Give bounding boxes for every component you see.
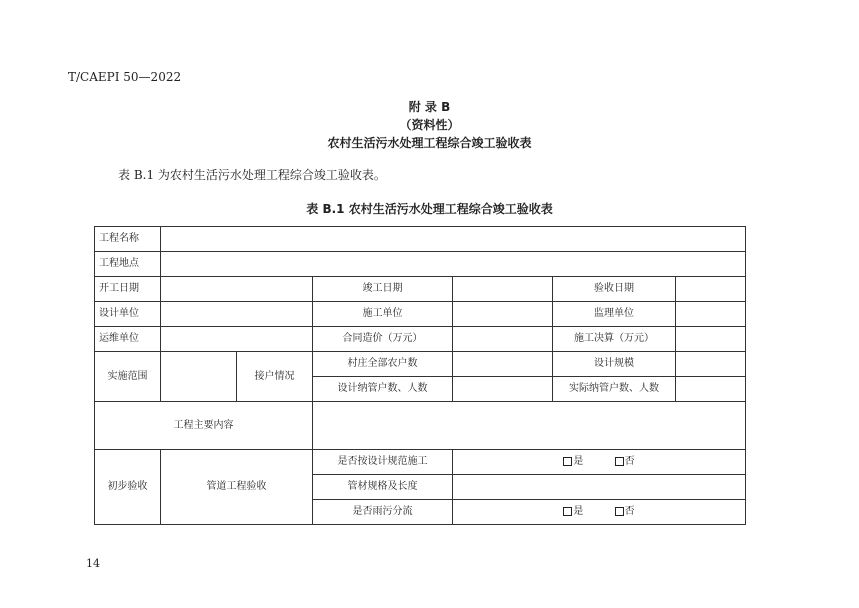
yes-option[interactable]: [563, 507, 583, 517]
main-content-value[interactable]: [313, 402, 746, 450]
checkbox-icon[interactable]: [563, 507, 572, 516]
intro-text: 表 B.1 为农村生活污水处理工程综合竣工验收表。: [118, 168, 386, 182]
table-row: [95, 227, 746, 252]
implementation-scope-label: 实施范围: [95, 352, 161, 402]
yes-label: 是: [573, 456, 584, 467]
completion-date-value[interactable]: [453, 277, 553, 302]
per-design-spec-label: 是否按设计规范施工: [313, 450, 453, 475]
preliminary-acceptance-label: 初步验收: [95, 450, 161, 525]
household-connection-label: 接户情况: [237, 352, 313, 402]
contract-cost-label: 合同造价（万元）: [313, 327, 453, 352]
supervision-unit-value[interactable]: [676, 302, 746, 327]
design-unit-value[interactable]: [161, 302, 313, 327]
supervision-unit-label: 监理单位: [553, 302, 676, 327]
table-row: [95, 402, 746, 450]
appendix-title: 附 录 B: [408, 100, 451, 114]
operation-unit-value[interactable]: [161, 327, 313, 352]
pipe-spec-length-value[interactable]: [453, 475, 746, 500]
table-row: [95, 252, 746, 277]
table-row: [95, 450, 746, 475]
village-households-label: 村庄全部农户数: [313, 352, 453, 377]
completion-date-label: 竣工日期: [313, 277, 453, 302]
acceptance-date-value[interactable]: [676, 277, 746, 302]
appendix-nature: （资料性）: [399, 118, 460, 132]
table-row: [95, 302, 746, 327]
yes-option[interactable]: [563, 457, 583, 467]
start-date-label: 开工日期: [95, 277, 161, 302]
construction-unit-label: 施工单位: [313, 302, 453, 327]
appendix-name: 农村生活污水处理工程综合竣工验收表: [327, 136, 532, 150]
project-location-value[interactable]: [161, 252, 746, 277]
actual-connected-label: 实际纳管户数、人数: [553, 377, 676, 402]
table-row: [95, 327, 746, 352]
contract-cost-value[interactable]: [453, 327, 553, 352]
standard-code: T/CAEPI 50—2022: [68, 70, 182, 84]
design-connected-label: 设计纳管户数、人数: [313, 377, 453, 402]
page-number: 14: [86, 557, 100, 570]
design-scale-label: 设计规模: [553, 352, 676, 377]
pipeline-acceptance-label: 管道工程验收: [161, 450, 313, 525]
no-option[interactable]: [615, 507, 635, 517]
construction-settlement-label: 施工决算（万元）: [553, 327, 676, 352]
table-row: [95, 352, 746, 377]
operation-unit-label: 运维单位: [95, 327, 161, 352]
rain-sewage-separation-label: 是否雨污分流: [313, 500, 453, 525]
checkbox-icon[interactable]: [615, 457, 624, 466]
project-name-label: 工程名称: [95, 227, 161, 252]
design-scale-value[interactable]: [676, 352, 746, 377]
table-row: [95, 277, 746, 302]
no-option[interactable]: [615, 457, 635, 467]
project-name-value[interactable]: [161, 227, 746, 252]
construction-unit-value[interactable]: [453, 302, 553, 327]
rain-sewage-separation-options: [453, 500, 746, 525]
main-content-label: 工程主要内容: [95, 402, 313, 450]
checkbox-icon[interactable]: [615, 507, 624, 516]
village-households-value[interactable]: [453, 352, 553, 377]
acceptance-date-label: 验收日期: [553, 277, 676, 302]
construction-settlement-value[interactable]: [676, 327, 746, 352]
design-unit-label: 设计单位: [95, 302, 161, 327]
checkbox-icon[interactable]: [563, 457, 572, 466]
per-design-spec-options: [453, 450, 746, 475]
implementation-scope-value[interactable]: [161, 352, 237, 402]
table-caption: 表 B.1 农村生活污水处理工程综合竣工验收表: [306, 202, 553, 216]
no-label: 否: [624, 506, 635, 517]
start-date-value[interactable]: [161, 277, 313, 302]
acceptance-form-table: [94, 226, 746, 525]
no-label: 否: [624, 456, 635, 467]
project-location-label: 工程地点: [95, 252, 161, 277]
pipe-spec-length-label: 管材规格及长度: [313, 475, 453, 500]
design-connected-value[interactable]: [453, 377, 553, 402]
yes-label: 是: [573, 506, 584, 517]
actual-connected-value[interactable]: [676, 377, 746, 402]
